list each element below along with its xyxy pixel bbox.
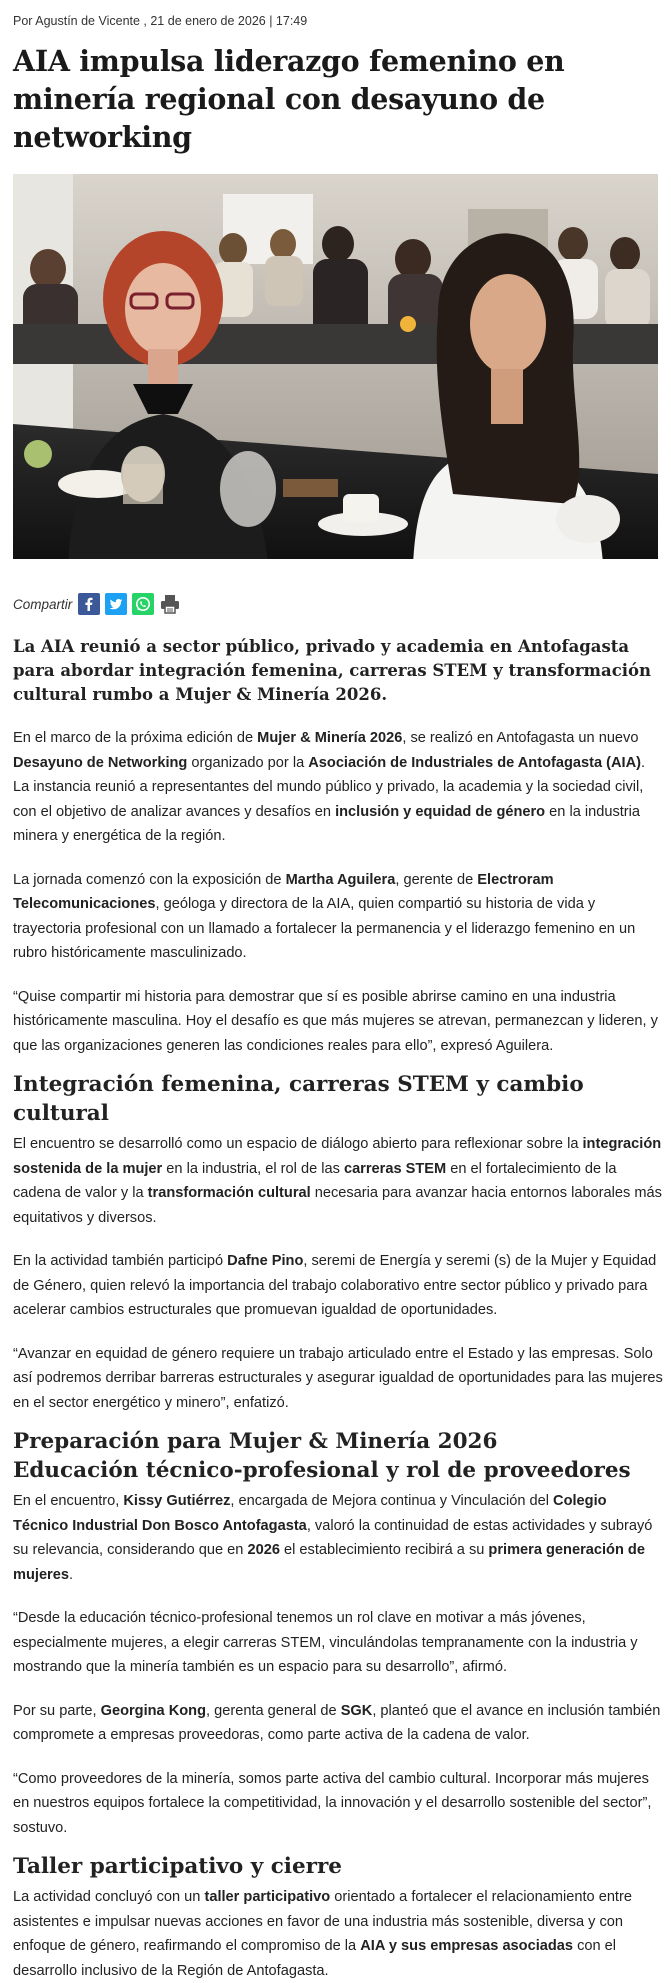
text-run: el establecimiento recibirá a su xyxy=(279,1542,489,1558)
paragraph-7 xyxy=(13,1489,664,1587)
paragraph-9 xyxy=(13,1699,664,1748)
event-photo-illustration xyxy=(13,174,658,559)
paragraph-6 xyxy=(13,1342,664,1416)
text-run: En la actividad también participó xyxy=(13,1253,228,1269)
print-icon[interactable] xyxy=(159,593,181,615)
paragraph-1 xyxy=(13,726,664,849)
whatsapp-icon[interactable] xyxy=(132,593,154,615)
twitter-icon[interactable] xyxy=(105,593,127,615)
text-run: con el desarrollo inclusivo de la Región de Antofagasta. xyxy=(13,1938,617,1979)
bold-text: primera generación de mujeres xyxy=(13,1542,645,1583)
bold-text: Colegio Técnico Industrial Don Bosco Antofagasta xyxy=(13,1493,607,1534)
bold-text: Electroram Telecomunicaciones xyxy=(13,871,554,912)
text-run: En el marco de la próxima edición de xyxy=(13,730,258,746)
article-lead: La AIA reunió a sector público, privado y academia en Antofagasta para abordar integración femenina, carreras STEM y transformación cultural rumbo a Mujer & Minería 2026. xyxy=(13,637,652,704)
bold-text: Kissy Gutiérrez xyxy=(123,1493,231,1509)
article-photo[interactable] xyxy=(13,174,658,559)
text-run: En el encuentro, xyxy=(13,1493,124,1509)
bold-text: taller participativo xyxy=(204,1889,331,1905)
text-run: , seremi de Energía y seremi (s) de la Mujer y Equidad de Género, quien relevó la importancia del trabajo colaborativo entre sector público y privado para acelerar cambios estructurales que promuevan igualdad de oportunidades. xyxy=(13,1253,657,1318)
text-run: “Como proveedores de la minería, somos parte activa del cambio cultural. Incorporar más mujeres en nuestros equipos fortalece la competitividad, la innovación y el desarrollo sostenible del sector”, sostuvo. xyxy=(13,1770,652,1836)
text-run: , gerenta general de xyxy=(206,1702,341,1719)
bold-text: Dafne Pino xyxy=(227,1253,304,1269)
text-run: . La instancia reunió a representantes del mundo público y privado, la academia y la sociedad civil, con el objetivo de analizar avances y desafíos en xyxy=(13,754,646,820)
facebook-icon[interactable] xyxy=(78,593,100,615)
text-run: , planteó que el avance en inclusión también compromete a empresas proveedoras, como parte activa de la cadena de valor. xyxy=(13,1702,661,1743)
text-run: . xyxy=(68,1566,74,1583)
paragraph-3 xyxy=(13,985,664,1059)
paragraph-8 xyxy=(13,1606,664,1680)
bold-text: AIA y sus empresas asociadas xyxy=(360,1938,574,1954)
text-run: orientado a fortalecer el relacionamiento entre asistentes e impulsar nuevas acciones en favor de una industria más sostenible, diversa y con enfoque de género, reafirmando el compromiso de la xyxy=(13,1889,632,1954)
paragraph-4 xyxy=(13,1132,664,1230)
bold-text: integración sostenida de la mujer xyxy=(13,1136,662,1177)
text-run: en la industria minera y energética de la región. xyxy=(13,803,641,844)
paragraph-10 xyxy=(13,1767,664,1841)
heading-line-1: Preparación para Mujer & Minería 2026 xyxy=(13,1429,498,1454)
paragraph-2 xyxy=(13,868,664,966)
bold-text: Asociación de Industriales de Antofagasta (AIA) xyxy=(308,754,641,771)
text-run: , gerente de xyxy=(395,871,478,888)
text-run: en el fortalecimiento de la cadena de valor y la xyxy=(13,1160,617,1201)
text-run: , geóloga y directora de la AIA, quien compartió su historia de vida y trayectoria profesional con un llamado a fortalecer la permanencia y el liderazgo femenino en un rubro históricamente masculinizado. xyxy=(13,896,636,961)
bold-text: inclusión y equidad de género xyxy=(335,803,546,820)
section-heading-workshop: Taller participativo y cierre xyxy=(13,1854,342,1879)
text-run: “Avanzar en equidad de género requiere un trabajo articulado entre el Estado y las empresas. Solo así podremos derribar barreras estructurales y asegurar igualdad de oportunidades para las mujeres en el sector energético y minero”, enfatizó. xyxy=(13,1345,663,1411)
article-title: AIA impulsa liderazgo femenino en minería regional con desayuno de networking xyxy=(13,44,565,154)
text-run: Por su parte, xyxy=(13,1702,101,1719)
text-run: necesaria para avanzar hacia entornos laborales más equitativos y diversos. xyxy=(13,1185,662,1226)
bold-text: Desayuno de Networking xyxy=(13,754,188,771)
text-run: “Quise compartir mi historia para demostrar que sí es posible abrirse camino en una industria históricamente masculina. Hoy el desafío es que más mujeres se atrevan, permanezcan y lideren, y que las organizaciones generen las condiciones reales para ello”, expresó Aguilera. xyxy=(13,988,658,1054)
share-label: Compartir xyxy=(13,596,73,612)
text-run: El encuentro se desarrolló como un espacio de diálogo abierto para reflexionar sobre la xyxy=(13,1136,583,1152)
bold-text: Georgina Kong xyxy=(100,1702,207,1719)
heading-line-2: Educación técnico-profesional y rol de proveedores xyxy=(13,1458,631,1483)
section-heading-integration: Integración femenina, carreras STEM y cambio cultural xyxy=(13,1072,584,1126)
bold-text: SGK xyxy=(340,1702,373,1719)
text-run: La jornada comenzó con la exposición de xyxy=(13,871,286,888)
text-run: en la industria, el rol de las xyxy=(162,1160,344,1177)
text-run: La actividad concluyó con un xyxy=(13,1889,205,1905)
text-run: “Desde la educación técnico-profesional tenemos un rol clave en motivar a más jóvenes, especialmente mujeres, a elegir carreras STEM, vinculándolas tempranamente con la industria y mostrando que la minería también es un espacio para su desarrollo”, afirmó. xyxy=(13,1610,638,1675)
bold-text: carreras STEM xyxy=(343,1160,447,1177)
section-heading-preparation xyxy=(13,1427,664,1485)
bold-text: 2026 xyxy=(247,1542,280,1558)
text-run: , valoró la continuidad de estas actividades y subrayó su relevancia, considerando que en xyxy=(13,1517,653,1558)
byline: Por Agustín de Vicente , 21 de enero de 2026 | 17:49 xyxy=(13,14,308,28)
text-run: , encargada de Mejora continua y Vinculación del xyxy=(230,1493,554,1509)
paragraph-5 xyxy=(13,1249,664,1323)
text-run: , se realizó en Antofagasta un nuevo xyxy=(402,730,639,746)
bold-text: transformación cultural xyxy=(147,1185,311,1201)
share-bar xyxy=(13,591,664,617)
text-run: organizado por la xyxy=(187,754,309,771)
bold-text: Mujer & Minería 2026 xyxy=(257,730,403,746)
bold-text: Martha Aguilera xyxy=(285,871,396,888)
